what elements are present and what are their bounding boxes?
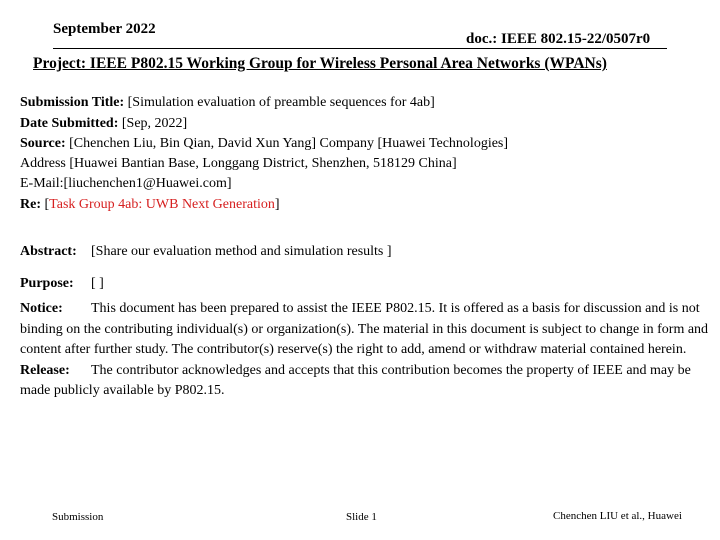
- re-open-bracket: [: [44, 197, 50, 212]
- header-doc-id: doc.: IEEE 802.15-22/0507r0: [466, 31, 651, 47]
- email-line: E-Mail:[liuchenchen1@Huawei.com]: [20, 176, 232, 191]
- header-divider: [53, 48, 667, 49]
- abstract-line: [20, 244, 392, 260]
- notice-text: This document has been prepared to assist the IEEE P802.15. It is offered as a basis for discussion and is not binding on the contributing individual(s) or organization(s). The material in this document is subject to change in form and content after further study. The contributor(s) reserve(s) the right to add, amend or withdraw material contained herein.: [20, 301, 709, 357]
- date-submitted-line: [20, 116, 187, 132]
- release-text: The contributor acknowledges and accepts that this contribution becomes the property of IEEE and may be made publicly available by P802.15.: [20, 362, 691, 398]
- purpose-value: [ ]: [91, 276, 104, 291]
- submission-title-label: Submission Title:: [20, 95, 125, 110]
- submission-title-value: [Simulation evaluation of preamble sequences for 4ab]: [127, 95, 435, 110]
- footer-slide-number: Slide 1: [346, 511, 377, 523]
- source-label: Source:: [20, 136, 66, 151]
- footer-author: Chenchen LIU et al., Huawei: [553, 510, 682, 522]
- re-close-bracket: ]: [274, 197, 280, 212]
- abstract-value: [Share our evaluation method and simulation results ]: [91, 244, 392, 259]
- re-label: Re:: [20, 197, 41, 212]
- date-submitted-label: Date Submitted:: [20, 116, 119, 131]
- purpose-label: Purpose:: [20, 276, 74, 291]
- header-date: September 2022: [53, 21, 156, 37]
- purpose-line: [20, 276, 104, 292]
- address-line: Address [Huawei Bantian Base, Longgang District, Shenzhen, 518129 China]: [20, 156, 457, 171]
- project-title: Project: IEEE P802.15 Working Group for Wireless Personal Area Networks (WPANs): [33, 55, 607, 72]
- notice-release-block: [20, 299, 720, 402]
- footer-submission: Submission: [52, 511, 104, 523]
- date-submitted-value: [Sep, 2022]: [121, 116, 188, 131]
- notice-label: Notice:: [20, 301, 63, 316]
- release-label: Release:: [20, 362, 70, 378]
- release-paragraph: [20, 361, 720, 402]
- submission-title-line: [20, 95, 435, 111]
- re-value: Task Group 4ab: UWB Next Generation: [49, 197, 275, 212]
- re-line: [20, 197, 280, 213]
- notice-paragraph: [20, 299, 720, 361]
- abstract-label: Abstract:: [20, 244, 77, 259]
- source-value: [Chenchen Liu, Bin Qian, David Xun Yang] Company [Huawei Technologies]: [69, 136, 509, 151]
- source-line: [20, 136, 508, 152]
